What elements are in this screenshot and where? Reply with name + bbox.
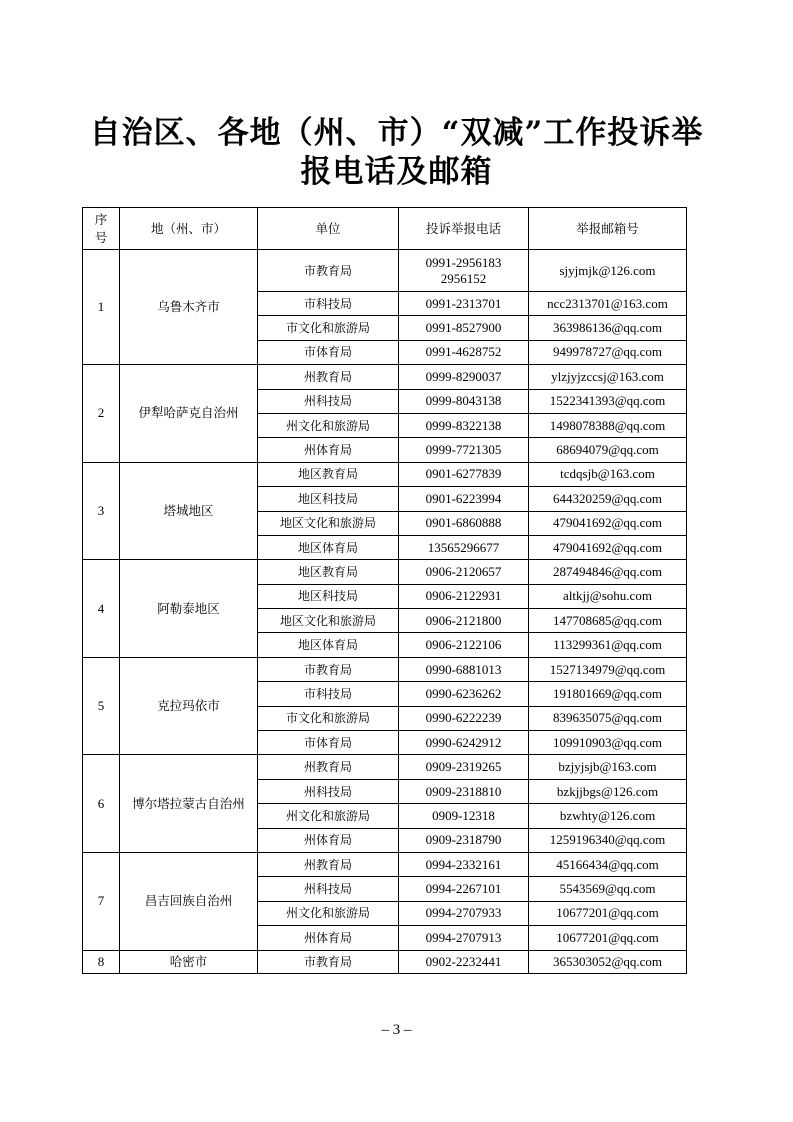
cell-region: 哈密市 — [120, 950, 258, 973]
complaint-contact-table — [82, 207, 687, 974]
cell-phone: 0906-2122106 — [399, 633, 529, 657]
cell-unit: 地区教育局 — [258, 560, 399, 584]
cell-email: 45166434@qq.com — [529, 852, 687, 876]
cell-email: 191801669@qq.com — [529, 682, 687, 706]
cell-phone: 0909-2318810 — [399, 779, 529, 803]
cell-email: 1522341393@qq.com — [529, 389, 687, 413]
cell-phone: 0999-8322138 — [399, 413, 529, 437]
cell-unit: 市体育局 — [258, 731, 399, 755]
cell-email: 1498078388@qq.com — [529, 413, 687, 437]
table-header-row — [83, 208, 687, 250]
cell-email: 479041692@qq.com — [529, 511, 687, 535]
document-title-line1: 自治区、各地（州、市）“双减”工作投诉举 — [89, 115, 704, 151]
page-number: – 3 – — [381, 1022, 412, 1038]
table-row — [83, 950, 687, 973]
table-body — [83, 250, 687, 974]
cell-unit: 州科技局 — [258, 779, 399, 803]
cell-unit: 州文化和旅游局 — [258, 413, 399, 437]
cell-seq: 1 — [83, 250, 120, 365]
cell-unit: 州文化和旅游局 — [258, 804, 399, 828]
cell-phone: 0999-8290037 — [399, 365, 529, 389]
cell-email: 68694079@qq.com — [529, 438, 687, 462]
cell-region: 克拉玛依市 — [120, 657, 258, 755]
cell-seq: 6 — [83, 755, 120, 853]
cell-email: 949978727@qq.com — [529, 340, 687, 364]
cell-region: 乌鲁木齐市 — [120, 250, 258, 365]
cell-email: ylzjyjzccsj@163.com — [529, 365, 687, 389]
cell-unit: 州体育局 — [258, 438, 399, 462]
header-region: 地（州、市） — [120, 208, 258, 250]
cell-phone: 0990-6222239 — [399, 706, 529, 730]
cell-email: 10677201@qq.com — [529, 926, 687, 950]
cell-phone: 0999-7721305 — [399, 438, 529, 462]
cell-seq: 5 — [83, 657, 120, 755]
cell-phone: 0906-2121800 — [399, 609, 529, 633]
header-seq — [83, 208, 120, 250]
cell-seq: 3 — [83, 462, 120, 560]
cell-phone: 0994-2707933 — [399, 901, 529, 925]
cell-unit: 市教育局 — [258, 950, 399, 973]
cell-email: 147708685@qq.com — [529, 609, 687, 633]
cell-email: 109910903@qq.com — [529, 731, 687, 755]
cell-seq: 8 — [83, 950, 120, 973]
cell-region: 昌吉回族自治州 — [120, 852, 258, 950]
cell-unit: 州教育局 — [258, 755, 399, 779]
cell-email: 363986136@qq.com — [529, 316, 687, 340]
table-row — [83, 365, 687, 389]
cell-unit: 地区科技局 — [258, 584, 399, 608]
cell-unit: 市文化和旅游局 — [258, 316, 399, 340]
cell-phone: 0999-8043138 — [399, 389, 529, 413]
cell-phone: 0901-6223994 — [399, 487, 529, 511]
cell-email: altkjj@sohu.com — [529, 584, 687, 608]
cell-email: 644320259@qq.com — [529, 487, 687, 511]
table-row — [83, 250, 687, 292]
cell-phone: 0991-2956183 2956152 — [399, 250, 529, 292]
header-email: 举报邮箱号 — [529, 208, 687, 250]
cell-region: 伊犁哈萨克自治州 — [120, 365, 258, 463]
cell-email: 5543569@qq.com — [529, 877, 687, 901]
cell-phone: 0909-2319265 — [399, 755, 529, 779]
cell-phone: 13565296677 — [399, 535, 529, 559]
cell-unit: 市科技局 — [258, 292, 399, 316]
cell-unit: 州教育局 — [258, 365, 399, 389]
cell-phone: 0990-6242912 — [399, 731, 529, 755]
cell-phone: 0994-2332161 — [399, 852, 529, 876]
cell-phone: 0991-2313701 — [399, 292, 529, 316]
cell-unit: 州体育局 — [258, 926, 399, 950]
cell-phone: 0901-6860888 — [399, 511, 529, 535]
cell-phone: 0902-2232441 — [399, 950, 529, 973]
cell-email: bzjyjsjb@163.com — [529, 755, 687, 779]
table-row — [83, 560, 687, 584]
cell-email: 113299361@qq.com — [529, 633, 687, 657]
cell-email: 10677201@qq.com — [529, 901, 687, 925]
cell-unit: 地区体育局 — [258, 535, 399, 559]
cell-unit: 州科技局 — [258, 877, 399, 901]
cell-region: 塔城地区 — [120, 462, 258, 560]
cell-unit: 市文化和旅游局 — [258, 706, 399, 730]
header-seq-text: 序号 — [94, 211, 108, 245]
cell-email: 839635075@qq.com — [529, 706, 687, 730]
cell-email: sjyjmjk@126.com — [529, 250, 687, 292]
cell-unit: 州教育局 — [258, 852, 399, 876]
cell-phone: 0991-8527900 — [399, 316, 529, 340]
cell-seq: 4 — [83, 560, 120, 658]
cell-unit: 市体育局 — [258, 340, 399, 364]
cell-phone: 0906-2120657 — [399, 560, 529, 584]
cell-email: 287494846@qq.com — [529, 560, 687, 584]
cell-email: 1527134979@qq.com — [529, 657, 687, 681]
cell-region: 阿勒泰地区 — [120, 560, 258, 658]
cell-email: 479041692@qq.com — [529, 535, 687, 559]
cell-phone: 0994-2267101 — [399, 877, 529, 901]
cell-phone: 0990-6236262 — [399, 682, 529, 706]
cell-unit: 地区科技局 — [258, 487, 399, 511]
cell-unit: 地区文化和旅游局 — [258, 609, 399, 633]
cell-phone: 0994-2707913 — [399, 926, 529, 950]
cell-seq: 2 — [83, 365, 120, 463]
cell-unit: 地区文化和旅游局 — [258, 511, 399, 535]
table-row — [83, 657, 687, 681]
cell-unit: 州体育局 — [258, 828, 399, 852]
cell-email: 1259196340@qq.com — [529, 828, 687, 852]
cell-region: 博尔塔拉蒙古自治州 — [120, 755, 258, 853]
cell-phone: 0909-2318790 — [399, 828, 529, 852]
cell-unit: 州文化和旅游局 — [258, 901, 399, 925]
cell-phone: 0990-6881013 — [399, 657, 529, 681]
cell-unit: 市科技局 — [258, 682, 399, 706]
cell-email: tcdqsjb@163.com — [529, 462, 687, 486]
cell-email: bzwhty@126.com — [529, 804, 687, 828]
cell-phone: 0901-6277839 — [399, 462, 529, 486]
cell-unit: 地区体育局 — [258, 633, 399, 657]
table-row — [83, 462, 687, 486]
cell-phone: 0906-2122931 — [399, 584, 529, 608]
cell-phone: 0909-12318 — [399, 804, 529, 828]
table-row — [83, 755, 687, 779]
cell-email: ncc2313701@163.com — [529, 292, 687, 316]
cell-phone: 0991-4628752 — [399, 340, 529, 364]
cell-unit: 市教育局 — [258, 657, 399, 681]
cell-unit: 市教育局 — [258, 250, 399, 292]
cell-email: 365303052@qq.com — [529, 950, 687, 973]
cell-email: bzkjjbgs@126.com — [529, 779, 687, 803]
cell-unit: 地区教育局 — [258, 462, 399, 486]
cell-unit: 州科技局 — [258, 389, 399, 413]
cell-seq: 7 — [83, 852, 120, 950]
document-title-line2: 报电话及邮箱 — [300, 154, 493, 190]
header-phone: 投诉举报电话 — [399, 208, 529, 250]
header-unit: 单位 — [258, 208, 399, 250]
table-row — [83, 852, 687, 876]
